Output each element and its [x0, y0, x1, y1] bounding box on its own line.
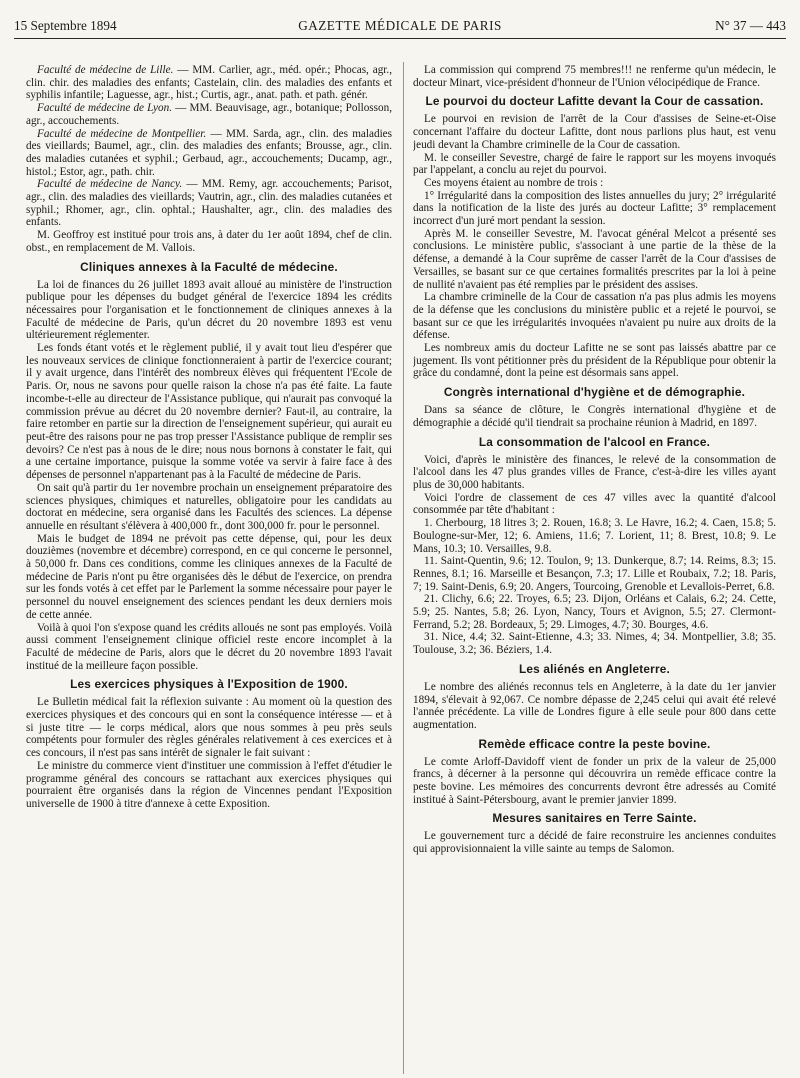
section-heading: Les exercices physiques à l'Exposition de 1900. [70, 677, 348, 692]
paragraph: Mais le budget de 1894 ne prévoit pas cette dépense, qui, pour les deux douzièmes (novembre et décembre) correspond, en ce qui concerne le personnel, à 50,000 fr. Dans ces conditions, comme les cliniques annexes de la Faculté de médecine de Paris n'ont pu être organisées dès le début de l'exercice, on prendra sur les fonds votés à cet effet par le Parlement la somme nécessaire pour payer le personnel du nouvel enseignement des sciences pendant les deux derniers mois de cette année. [26, 532, 392, 621]
paragraph: 1. Cherbourg, 18 litres 3; 2. Rouen, 16.8; 3. Le Havre, 16.2; 4. Caen, 15.8; 5. Boulogne-sur-Mer, 12; 6. Amiens, 11.6; 7. Lorient, 11; 8. Brest, 10.8; 9. Le Mans, 10.3; 10. Versailles, 9.8. [413, 517, 776, 555]
paragraph: Le pourvoi en revision de l'arrêt de la Cour d'assises de Seine-et-Oise concernant l'affaire du docteur Lafitte, dont nous parlions plus haut, est venu jeudi devant la Chambre criminelle de la Cour de cassation. [413, 113, 776, 151]
paragraph: Le gouvernement turc a décidé de faire reconstruire les anciennes conduites qui approvisionnaient la ville sainte au temps de Salomon. [413, 830, 776, 856]
paragraph: Voici, d'après le ministère des finances, le relevé de la consommation de l'alcool dans les 47 plus grandes villes de France, c'est-à-dire les villes ayant plus de 30,000 habitants. [413, 453, 776, 491]
issue-date: 15 Septembre 1894 [14, 18, 117, 33]
page-header [14, 6, 786, 39]
paragraph: Dans sa séance de clôture, le Congrès international d'hygiène et de démographie a décidé qu'il tiendrait sa prochaine réunion à Madrid, en 1897. [413, 404, 776, 429]
section-heading: Congrès international d'hygiène et de démographie. [443, 385, 746, 400]
section-heading: La consommation de l'alcool en France. [478, 434, 711, 449]
paragraph [26, 102, 392, 127]
section-heading: Mesures sanitaires en Terre Sainte. [492, 811, 697, 826]
right-column [413, 64, 776, 1074]
paragraph: Les nombreux amis du docteur Lafitte ne se sont pas laissés abattre par ce jugement. Ils vont pétitionner près du président de la République pour obtenir la grâce du condamné, dont la peine est désormais sans appel. [413, 342, 776, 380]
section-heading: Les aliénés en Angleterre. [519, 661, 670, 676]
paragraph: La commission qui comprend 75 membres!!! ne renferme qu'un médecin, le docteur Minart, vice-président d'honneur de l'Union vélocipédique de France. [413, 64, 776, 89]
faculty-name: Faculté de médecine de Lyon. [37, 102, 172, 115]
paragraph: 11. Saint-Quentin, 9.6; 12. Toulon, 9; 13. Dunkerque, 8.7; 14. Reims, 8.3; 15. Rennes, 8.1; 16. Marseille et Besançon, 7.3; 17. Lille et Roubaix, 7.2; 18. Paris, 7; 19. Saint-Denis, 6.9; 20. Angers, Tourcoing, Grenoble et Levallois-Perret, 6.8. [413, 555, 776, 593]
paragraph: Le nombre des aliénés reconnus tels en Angleterre, à la date du 1er janvier 1894, s'élevait à 92,067. Ce nombre dépasse de 2,245 celui qui avait été relevé l'année précédente. La ville de Londres figure à elle seule pour 800 dans cette augmentation. [413, 680, 776, 731]
faculty-name: Faculté de médecine de Montpellier. [37, 127, 207, 140]
section-heading: Cliniques annexes à la Faculté de médecine. [80, 259, 338, 274]
paragraph: La chambre criminelle de la Cour de cassation n'a pas plus admis les moyens de la défense que les conclusions du ministère public et a rejeté le pourvoi, se basant sur ce que les irrégularités invoquées n'avaient pu nuire aux droits de la défense. [413, 291, 776, 342]
faculty-name: Faculté de médecine de Lille. [37, 64, 174, 76]
paragraph: On sait qu'à partir du 1er novembre prochain un enseignement préparatoire des sciences physiques, chimiques et naturelles, obligatoire pour les candidats au doctorat en médecine, sera organisé dans les Facultés des sciences. La dépense annuelle en résultant s'élèvera à 400,000 fr., dont 300,000 fr. pour le personnel. [26, 481, 392, 532]
left-column [26, 64, 392, 1074]
faculty-text: — MM. Beauvisage, agr., botanique; Pollosson, agr., accouchements. [26, 102, 392, 127]
section-heading: Remède efficace contre la peste bovine. [478, 736, 711, 751]
paragraph: M. Geoffroy est institué pour trois ans, à dater du 1er août 1894, chef de clin. obst., en remplacement de M. Vallois. [26, 229, 392, 254]
paragraph: Voici l'ordre de classement de ces 47 villes avec la quantité d'alcool consommée par tête d'habitant : [413, 491, 776, 517]
paragraph: 21. Clichy, 6.6; 22. Troyes, 6.5; 23. Dijon, Orléans et Calais, 6.2; 24. Cette, 5.9; 25. Nantes, 5.8; 26. Lyon, Nancy, Tours et Avignon, 5.5; 27. Clermont-Ferrand, 5.2; 28. Bordeaux, 5; 29. Limoges, 4.7; 30. Bourges, 4.6. [413, 593, 776, 631]
paragraph: 31. Nice, 4.4; 32. Saint-Etienne, 4.3; 33. Nimes, 4; 34. Montpellier, 3.8; 35. Toulouse, 3.2; 36. Béziers, 1.4. [413, 631, 776, 657]
paragraph: Ces moyens étaient au nombre de trois : [424, 176, 604, 189]
paragraph [26, 128, 392, 179]
paragraph: Après M. le conseiller Sevestre, M. l'avocat général Melcot a présenté ses conclusions. Le ministère public, s'associant à une partie de la thèse de la défense, a demandé à la Cour suprême de casser l'arrêt de la Cour d'assises de Versailles, se basant sur ce que certaines formalités prescrites par la loi à peine de nullité n'avaient pas été remplies par le président des assises. [413, 227, 776, 291]
column-divider [403, 62, 404, 1074]
paragraph: Le comte Arloff-Davidoff vient de fonder un prix de la valeur de 25,000 francs, à décerner à la personne qui découvrira un remède efficace contre la peste bovine. Les mémoires des concurrents devront être adressés au Comité institué à Saint-Pétersbourg, avant le premier janvier 1899. [413, 755, 776, 806]
paragraph: 1° Irrégularité dans la composition des listes annuelles du jury; 2° irrégularité dans la notification de la liste des jurés au docteur Lafitte; 3° remplacement incorrect d'un juré mort pendant la session. [413, 189, 776, 228]
faculty-text: — MM. Carlier, agr., méd. opér.; Phocas, agr., clin. chir. des maladies des enfants; Castelain, clin. des maladies des enfants et syphilis infantile; Laguesse, agr., hist.; Curtis, agr., anat. path. et path. génér. [26, 64, 392, 102]
section-heading: Le pourvoi du docteur Lafitte devant la Cour de cassation. [425, 94, 764, 109]
paragraph [26, 178, 392, 229]
paragraph: M. le conseiller Sevestre, chargé de faire le rapport sur les moyens invoqués par l'appelant, a conclu au rejet du pourvoi. [413, 151, 776, 177]
issue-number: N° 37 — 443 [715, 18, 786, 33]
paragraph: Les fonds étant votés et le règlement publié, il y avait tout lieu d'espérer que les nouveaux services de clinique fonctionneraient à partir de l'exercice courant; il y avait urgence, dans l'intérêt des nombreux élèves qui fréquentent l'Ecole de Paris. Or, nous ne savons pour quelle raison la chose n'a pas été faite. La faute incombe-t-elle au directeur de l'Assistance publique, qui n'aurait pas convoqué la commission prévue au décret du 20 novembre dernier? Faut-il, au contraire, la faire retomber en partie sur la direction de l'enseignement supérieur, qui aurait eu peut-être des raisons pour ne pas trop presser l'Assistance publique de remplir ses devoirs? Ce n'est pas à nous de le dire; nous nous bornons à constater le fait, qui a une certaine importance, puisque la somme votée va servir à faire face à des dépenses de personnel n'appartenant pas à la Faculté de médecine de Paris. [26, 342, 392, 482]
journal-title: GAZETTE MÉDICALE DE PARIS [298, 18, 502, 33]
paragraph [26, 64, 392, 102]
paragraph: Le Bulletin médical fait la réflexion suivante : Au moment où la question des exercices physiques et des concours qui en sont la conséquence intéresse — et à si juste titre — le corps médical, alors que nous sommes à peu près seuls compétents pour formuler des règles générales relativement à ces exercices et à ces concours, il n'est pas sans intérêt de signaler le fait suivant : [26, 696, 392, 760]
faculty-text: — MM. Remy, agr. accouchements; Parisot, agr., clin. des maladies des vieillards; Vautrin, agr., clin. des maladies cutanées et syphil.; Rhomer, agr., clin. ophtal.; Haushalter, agr., clin. des maladies des enfants. [26, 178, 392, 229]
paragraph: Voilà à quoi l'on s'expose quand les crédits alloués ne sont pas employés. Voilà aussi comment l'enseignement clinique officiel reste encore incomplet à la Faculté de médecine de Paris, alors que le décret du 20 novembre 1893 l'avait institué de la meilleure façon possible. [26, 621, 392, 672]
paragraph: Le ministre du commerce vient d'instituer une commission à l'effet d'étudier le programme général des concours se rattachant aux exercices physiques qui pourraient être organisés dans la région de Vincennes pendant l'Exposition universelle de 1900 à titre d'annexe à cette Exposition. [26, 759, 392, 810]
paragraph: La loi de finances du 26 juillet 1893 avait alloué au ministère de l'instruction publique pour les dépenses du budget général de l'exercice 1894 les crédits nécessaires pour l'organisation et le fonctionnement de cliniques annexes à la Faculté de médecine de Paris, qu'un décret du 20 novembre 1893 est venu ultérieurement réglementer. [26, 278, 392, 342]
faculty-text: — MM. Sarda, agr., clin. des maladies des vieillards; Baumel, agr., clin. des maladies des enfants; Brousse, agr., clin. des maladies cutanées et syphil.; Gerbaud, agr., accouchements; Ducamp, agr., histol.; Estor, agr., path. chir. [26, 127, 392, 178]
faculty-name: Faculté de médecine de Nancy. [37, 178, 183, 191]
